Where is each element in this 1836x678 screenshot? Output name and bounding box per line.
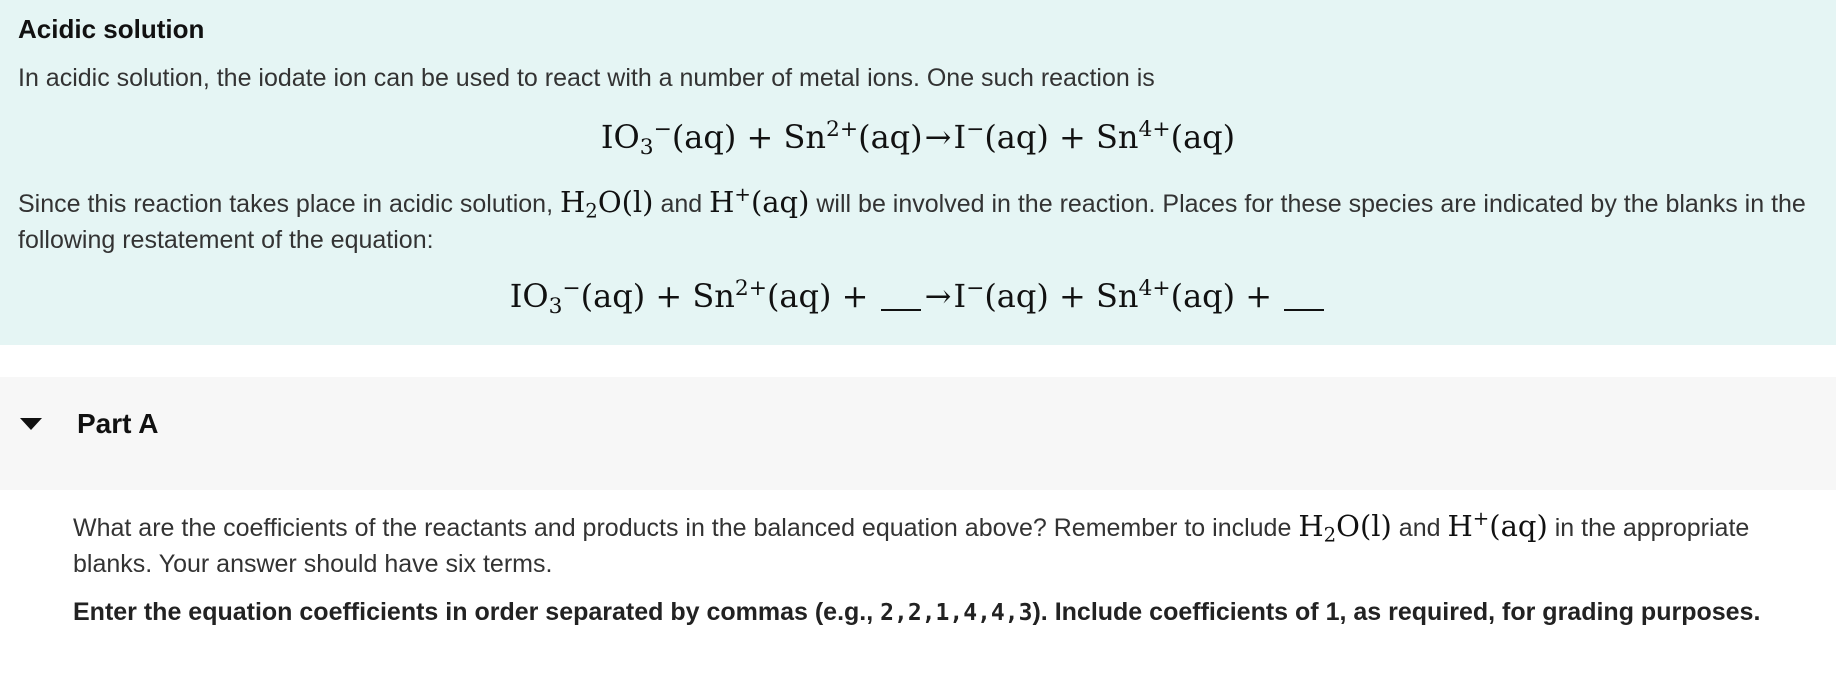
part-a-header[interactable] [0,377,1836,490]
collapse-triangle-icon[interactable] [20,418,42,430]
reaction-arrow: → [924,277,952,315]
example-coefficients: 2,2,1,4,4,3 [880,600,1033,626]
intro-title: Acidic solution [18,14,205,44]
water-formula: $H_2O(l)$ [1298,509,1392,547]
water-formula: $H_2O(l)$ [559,185,654,223]
reactant-blank [881,287,921,311]
equation-with-blanks: $IO_3^-(aq) + Sn^{2+}(aq) + \to I^-(aq) + Sn^{4+}(aq)$ + [0,277,1836,315]
part-a-question: What are the coefficients of the reactants and products in the balanced equation above? Remember to include $H_2O(l)$ and H+(aq) in the appropriate blanks. Your answer should have six terms. [73,507,1750,578]
equation-unbalanced: $IO_3^-(aq) + Sn^{2+}(aq)\to I^-(aq) + Sn^{4+}(aq)$ [600,117,1236,161]
product-blank [1284,287,1324,311]
hydrogen-ion-formula: H+(aq) [1447,507,1548,543]
reaction-arrow: → [924,118,952,156]
intro-paragraph-1: In acidic solution, the iodate ion can be used to react with a number of metal ions. One such reaction is [18,64,1155,92]
intro-paragraph-2: Since this reaction takes place in acidic solution, $H_2O(l)$ and H+(aq) will be involved in the reaction. Places for these species are indicated by the blanks in the following restatement of the equation: [18,183,1806,254]
part-a-title[interactable]: Part A [77,408,159,439]
part-a-instruction: Enter the equation coefficients in order separated by commas (e.g., 2,2,1,4,4,3). Include coefficients of 1, as required, for grading purposes. [73,598,1761,626]
hydrogen-ion-formula: H+(aq) [709,183,810,219]
